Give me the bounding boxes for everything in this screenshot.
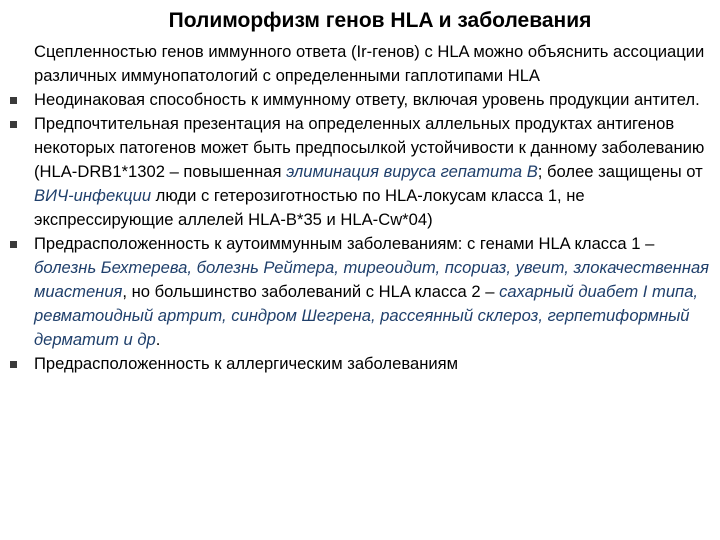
- square-bullet-icon: [10, 97, 17, 104]
- item-text: , но большинство заболеваний с HLA класса 2 –: [122, 282, 500, 301]
- item-text: люди с гетерозиготностью по HLA-локусам класса 1, не экспрессирующие аллелей HLA-B*35 и HLA-Cw*04): [34, 186, 585, 229]
- highlight-class2-diseases: сахарный диабет I типа, ревматоидный артрит, синдром Шегрена, рассеянный склероз, герпетиформный дерматит и др: [34, 282, 699, 349]
- slide-content: [8, 40, 716, 376]
- item-text: Предрасположенность к аутоиммунным заболеваниям: с генами HLA класса 1 –: [34, 234, 655, 253]
- intro-text: Сцепленностью генов иммунного ответа (Ir-генов) с HLA можно объяснить ассоциации различных иммунопатологий с определенными гаплотипами HLA: [34, 42, 705, 85]
- highlight-hiv: ВИЧ-инфекции: [34, 186, 152, 205]
- list-item-presentation: [8, 112, 716, 232]
- item-text: .: [155, 330, 161, 349]
- item-text: Предрасположенность к аллергическим заболеваниям: [34, 354, 459, 373]
- square-bullet-icon: [10, 241, 17, 248]
- square-bullet-icon: [10, 121, 17, 128]
- list-item-immune-response: [8, 88, 716, 112]
- highlight-class1-diseases: болезнь Бехтерева, болезнь Рейтера, тиреоидит, псориаз, увеит, злокачественная миастения: [34, 258, 710, 301]
- list-item-allergic: [8, 352, 716, 376]
- item-text: Предпочтительная презентация на определенных аллельных продуктах антигенов некоторых патогенов может быть предпосылкой устойчивости к данному заболеванию (HLA-DRB1*1302 – повышенная: [34, 114, 705, 181]
- slide-title: Полиморфизм генов HLA и заболевания: [168, 9, 592, 32]
- item-text: Неодинаковая способность к иммунному ответу, включая уровень продукции антител.: [34, 90, 700, 109]
- item-text: ; более защищены от: [537, 162, 703, 181]
- square-bullet-icon: [10, 361, 17, 368]
- highlight-hepatitis: элиминация вируса гепатита В: [286, 162, 538, 181]
- intro-paragraph: [8, 40, 716, 88]
- list-item-autoimmune: [8, 232, 716, 352]
